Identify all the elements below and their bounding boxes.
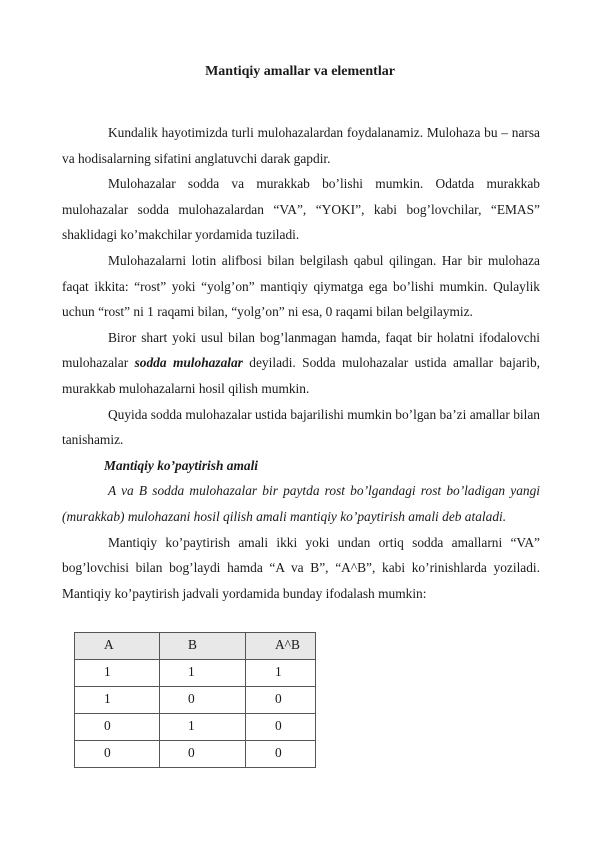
table-header-cell: A^B <box>246 633 316 660</box>
table-row <box>75 687 316 714</box>
table-cell: 0 <box>75 714 160 741</box>
document-body <box>62 120 540 606</box>
table-cell: 1 <box>75 687 160 714</box>
table-header-cell: A <box>75 633 160 660</box>
table-cell: 0 <box>246 687 316 714</box>
table-cell: 1 <box>160 660 246 687</box>
table-row <box>75 714 316 741</box>
table-cell: 1 <box>246 660 316 687</box>
table-header-row <box>75 633 316 660</box>
table-header-cell: B <box>160 633 246 660</box>
table-row <box>75 660 316 687</box>
page-title: Mantiqiy amallar va elementlar <box>205 64 395 79</box>
paragraph: Mulohazalar sodda va murakkab bo’lishi mumkin. Odatda murakkab mulohazalar sodda mulohazalardan “VA”, “YOKI”, kabi bog’lovchilar, “EMAS” shaklidagi ko’makchilar yordamida tuziladi. <box>62 176 540 243</box>
paragraph: Kundalik hayotimizda turli mulohazalardan foydalanamiz. Mulohaza bu – narsa va hodisalarning sifatini anglatuvchi darak gapdir. <box>62 125 540 166</box>
section-heading: Mantiqiy ko’paytirish amali <box>104 457 259 473</box>
emphasized-term: sodda mulohazalar <box>134 355 243 371</box>
paragraph-text: deyiladi. Sodda mulohazalar ustida amallar bajarib, murakkab mulohazalarni hosil qilish mumkin. <box>62 355 540 396</box>
table-cell: 0 <box>246 741 316 768</box>
truth-table <box>74 632 316 768</box>
table-cell: 1 <box>160 714 246 741</box>
paragraph-text: Biror shart yoki usul bilan bog’lanmagan hamda, faqat bir holatni ifodalovchi mulohazalar <box>62 329 540 371</box>
table-cell: 0 <box>75 741 160 768</box>
table-cell: 0 <box>160 741 246 768</box>
table-row <box>75 741 316 768</box>
definition: A va B sodda mulohazalar bir paytda rost bo’lgandagi rost bo’ladigan yangi (murakkab) mulohazani hosil qilish amali mantiqiy ko’paytirish amali deb ataladi. <box>62 483 540 524</box>
paragraph: Mantiqiy ko’paytirish amali ikki yoki undan ortiq sodda amallarni “VA” bog’lovchisi bilan bog’laydi hamda “A va B”, “A^B”, kabi ko’rinishlarda yoziladi. Mantiqiy ko’paytirish jadvali yordamida bunday ifodalash mumkin: <box>62 534 540 601</box>
paragraph: Quyida sodda mulohazalar ustida bajarilishi mumkin bo’lgan ba’zi amallar bilan tanishamiz. <box>62 406 540 448</box>
table-cell: 1 <box>75 660 160 687</box>
table-cell: 0 <box>160 687 246 714</box>
table-cell: 0 <box>246 714 316 741</box>
paragraph <box>62 325 540 402</box>
paragraph: Mulohazalarni lotin alifbosi bilan belgilash qabul qilingan. Har bir mulohaza faqat ikkita: “rost” yoki “yolg’on” mantiqiy qiymatga ega bo’lishi mumkin. Qulaylik uchun “rost” ni 1 raqami bilan, “yolg’on” ni esa, 0 raqami bilan belgilaymiz. <box>62 252 540 320</box>
